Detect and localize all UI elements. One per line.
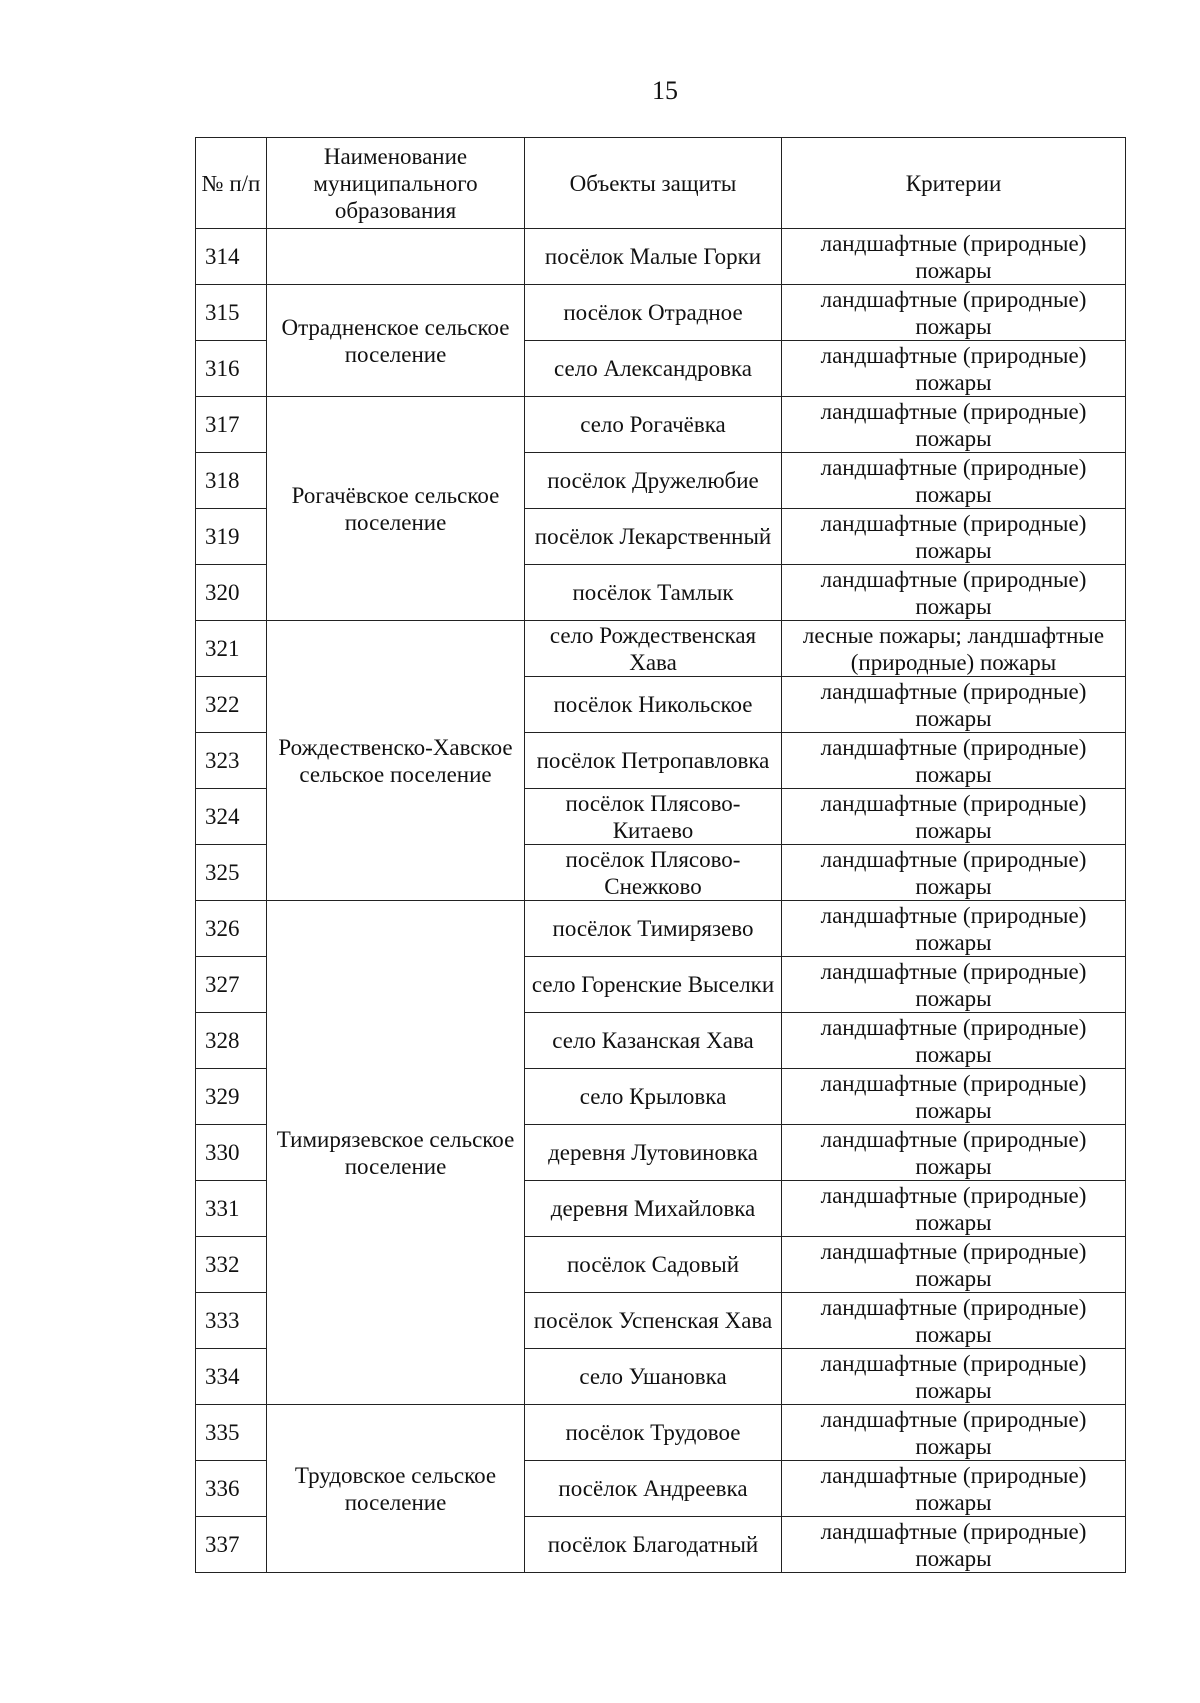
object-cell: посёлок Андреевка — [525, 1461, 782, 1517]
object-cell: село Казанская Хава — [525, 1013, 782, 1069]
criteria-cell: ландшафтные (природные) пожары — [782, 565, 1126, 621]
object-cell: посёлок Благодатный — [525, 1517, 782, 1573]
criteria-cell: ландшафтные (природные) пожары — [782, 1461, 1126, 1517]
object-cell: посёлок Никольское — [525, 677, 782, 733]
row-number: 327 — [196, 957, 267, 1013]
header-municipality: Наименование муниципального образования — [267, 138, 525, 229]
object-cell: посёлок Отрадное — [525, 285, 782, 341]
protection-objects-table — [195, 137, 1126, 1573]
row-number: 336 — [196, 1461, 267, 1517]
criteria-cell: ландшафтные (природные) пожары — [782, 957, 1126, 1013]
municipality-cell: Рождественско-Хавское сельское поселение — [267, 621, 525, 901]
row-number: 319 — [196, 509, 267, 565]
object-cell: посёлок Успенская Хава — [525, 1293, 782, 1349]
object-cell: село Рождественская Хава — [525, 621, 782, 677]
municipality-cell: Тимирязевское сельское поселение — [267, 901, 525, 1405]
row-number: 332 — [196, 1237, 267, 1293]
object-cell: село Крыловка — [525, 1069, 782, 1125]
row-number: 316 — [196, 341, 267, 397]
municipality-cell: Отрадненское сельское поселение — [267, 285, 525, 397]
row-number: 328 — [196, 1013, 267, 1069]
criteria-cell: ландшафтные (природные) пожары — [782, 1013, 1126, 1069]
criteria-cell: ландшафтные (природные) пожары — [782, 1517, 1126, 1573]
table-row — [196, 229, 1126, 285]
object-cell: посёлок Плясово-Снежково — [525, 845, 782, 901]
municipality-cell: Рогачёвское сельское поселение — [267, 397, 525, 621]
row-number: 315 — [196, 285, 267, 341]
criteria-cell: ландшафтные (природные) пожары — [782, 733, 1126, 789]
row-number: 329 — [196, 1069, 267, 1125]
row-number: 326 — [196, 901, 267, 957]
table-row — [196, 1405, 1126, 1461]
criteria-cell: ландшафтные (природные) пожары — [782, 1181, 1126, 1237]
criteria-cell: ландшафтные (природные) пожары — [782, 1405, 1126, 1461]
object-cell: посёлок Садовый — [525, 1237, 782, 1293]
object-cell: село Ушановка — [525, 1349, 782, 1405]
row-number: 320 — [196, 565, 267, 621]
page-number: 15 — [652, 76, 678, 105]
header-num: № п/п — [196, 138, 267, 229]
criteria-cell: ландшафтные (природные) пожары — [782, 1293, 1126, 1349]
criteria-cell: лесные пожары; ландшафтные (природные) пожары — [782, 621, 1126, 677]
object-cell: посёлок Петропавловка — [525, 733, 782, 789]
object-cell: посёлок Малые Горки — [525, 229, 782, 285]
row-number: 325 — [196, 845, 267, 901]
header-criteria: Критерии — [782, 138, 1126, 229]
header-objects: Объекты защиты — [525, 138, 782, 229]
criteria-cell: ландшафтные (природные) пожары — [782, 789, 1126, 845]
criteria-cell: ландшафтные (природные) пожары — [782, 1069, 1126, 1125]
object-cell: село Александровка — [525, 341, 782, 397]
criteria-cell: ландшафтные (природные) пожары — [782, 1349, 1126, 1405]
row-number: 333 — [196, 1293, 267, 1349]
criteria-cell: ландшафтные (природные) пожары — [782, 1237, 1126, 1293]
object-cell: село Рогачёвка — [525, 397, 782, 453]
criteria-cell: ландшафтные (природные) пожары — [782, 397, 1126, 453]
table-row — [196, 285, 1126, 341]
object-cell: посёлок Дружелюбие — [525, 453, 782, 509]
criteria-cell: ландшафтные (природные) пожары — [782, 509, 1126, 565]
row-number: 324 — [196, 789, 267, 845]
row-number: 314 — [196, 229, 267, 285]
row-number: 337 — [196, 1517, 267, 1573]
object-cell: посёлок Лекарственный — [525, 509, 782, 565]
row-number: 335 — [196, 1405, 267, 1461]
table-header-row — [196, 138, 1126, 229]
municipality-cell-empty — [267, 229, 525, 285]
object-cell: посёлок Трудовое — [525, 1405, 782, 1461]
criteria-cell: ландшафтные (природные) пожары — [782, 285, 1126, 341]
criteria-cell: ландшафтные (природные) пожары — [782, 1125, 1126, 1181]
object-cell: посёлок Плясово-Китаево — [525, 789, 782, 845]
row-number: 331 — [196, 1181, 267, 1237]
row-number: 323 — [196, 733, 267, 789]
criteria-cell: ландшафтные (природные) пожары — [782, 677, 1126, 733]
row-number: 322 — [196, 677, 267, 733]
criteria-cell: ландшафтные (природные) пожары — [782, 901, 1126, 957]
object-cell: деревня Михайловка — [525, 1181, 782, 1237]
criteria-cell: ландшафтные (природные) пожары — [782, 453, 1126, 509]
table-row — [196, 901, 1126, 957]
table-row — [196, 397, 1126, 453]
row-number: 334 — [196, 1349, 267, 1405]
row-number: 317 — [196, 397, 267, 453]
municipality-cell: Трудовское сельское поселение — [267, 1405, 525, 1573]
row-number: 318 — [196, 453, 267, 509]
object-cell: посёлок Тимирязево — [525, 901, 782, 957]
criteria-cell: ландшафтные (природные) пожары — [782, 341, 1126, 397]
table-row — [196, 621, 1126, 677]
criteria-cell: ландшафтные (природные) пожары — [782, 845, 1126, 901]
object-cell: посёлок Тамлык — [525, 565, 782, 621]
criteria-cell: ландшафтные (природные) пожары — [782, 229, 1126, 285]
row-number: 330 — [196, 1125, 267, 1181]
object-cell: деревня Лутовиновка — [525, 1125, 782, 1181]
row-number: 321 — [196, 621, 267, 677]
object-cell: село Горенские Выселки — [525, 957, 782, 1013]
